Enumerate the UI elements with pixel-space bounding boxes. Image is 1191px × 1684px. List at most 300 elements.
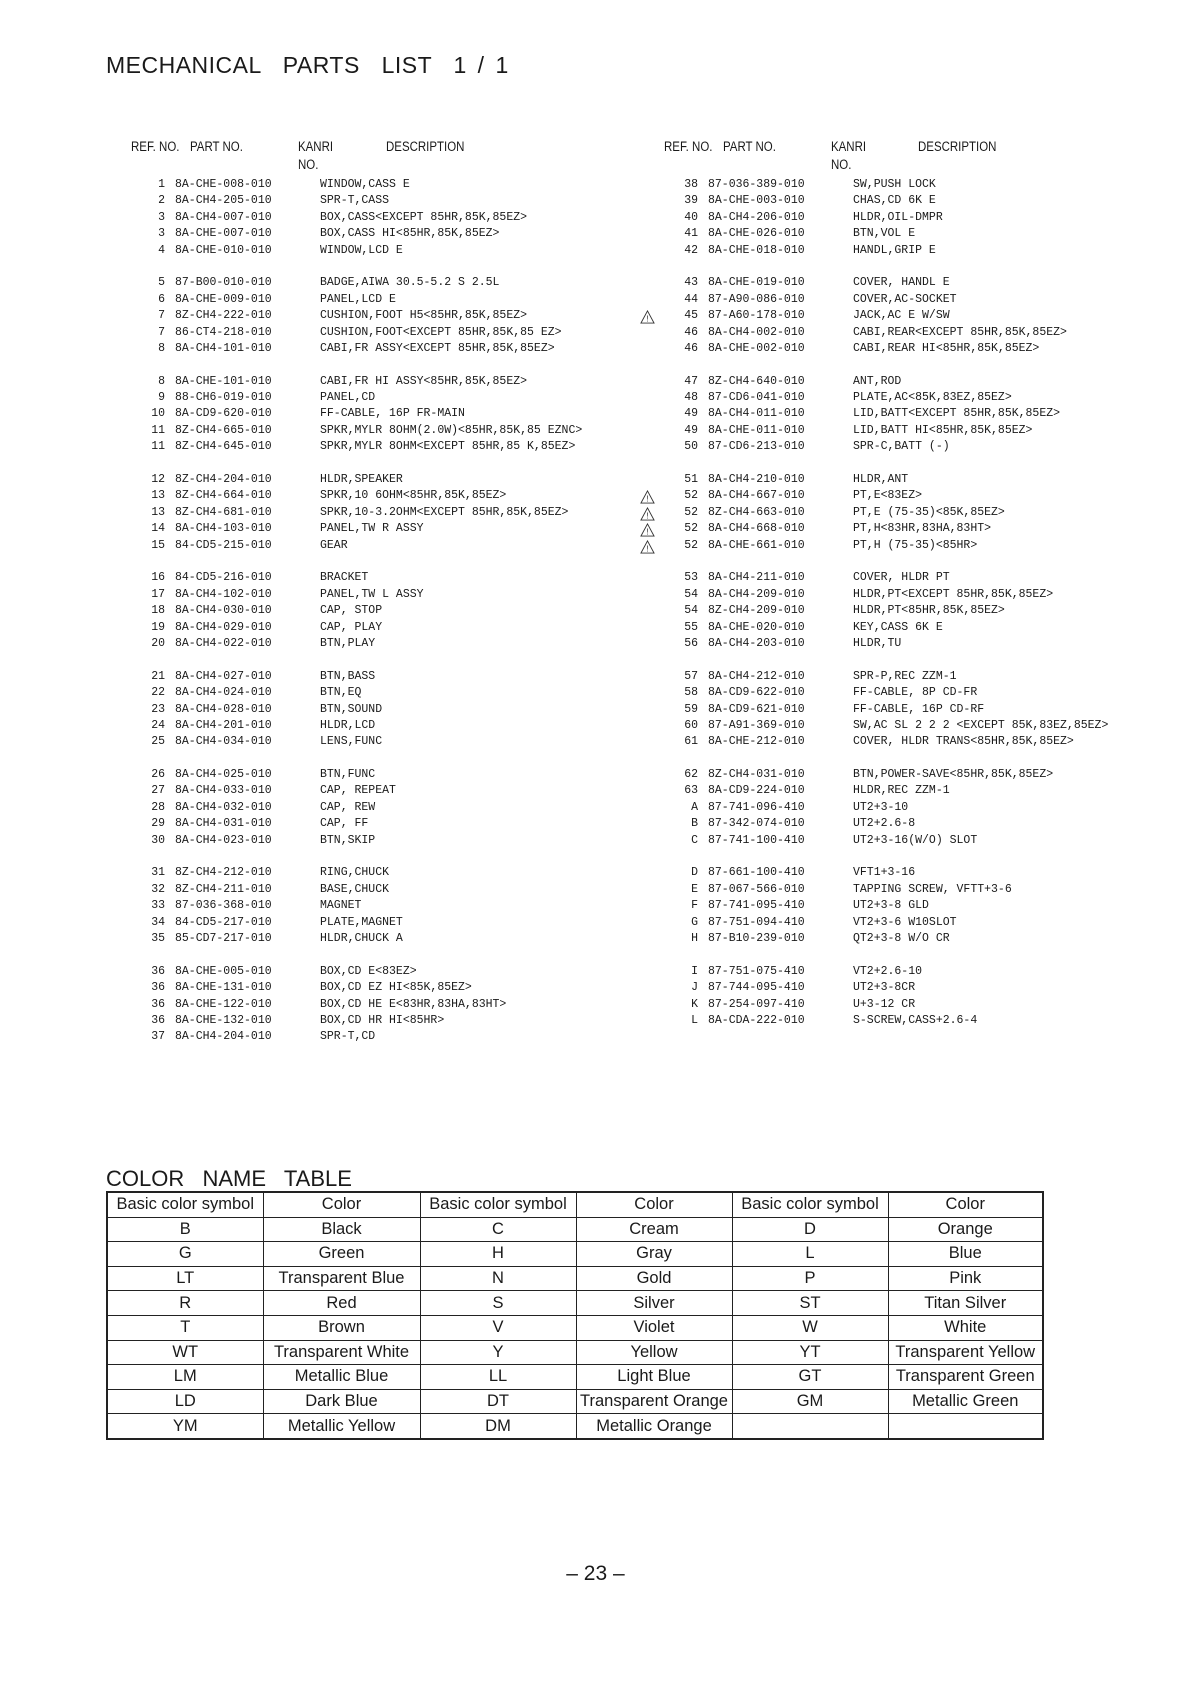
part-no: 8A-CH4-002-010	[708, 325, 805, 339]
page-number: – 23 –	[566, 1562, 625, 1585]
table-row	[132, 916, 602, 932]
ref-no: 17	[151, 587, 165, 601]
part-no: 87-661-100-410	[708, 866, 805, 880]
color-symbol: W	[732, 1315, 888, 1340]
table-row	[665, 244, 1145, 260]
ref-no: 19	[151, 620, 165, 634]
description: COVER, HLDR TRANS<85HR,85K,85EZ>	[853, 735, 1074, 749]
description: CABI,REAR HI<85HR,85K,85EZ>	[853, 341, 1040, 355]
ref-no: 52	[684, 522, 698, 536]
table-row	[107, 1340, 1043, 1365]
part-no: 8A-CH4-209-010	[708, 587, 805, 601]
description: HLDR,PT<85HR,85K,85EZ>	[853, 604, 1005, 618]
table-row	[132, 621, 602, 637]
description: HLDR,SPEAKER	[320, 473, 403, 487]
table-row	[665, 637, 1145, 653]
color-symbol: G	[107, 1242, 263, 1267]
description: BTN,SOUND	[320, 702, 383, 716]
part-no: 8A-CH4-668-010	[708, 522, 805, 536]
part-no: 8A-CHE-101-010	[175, 374, 272, 388]
table-row	[132, 998, 602, 1014]
warning-triangle-icon	[640, 310, 655, 324]
part-no: 8A-CHE-002-010	[708, 341, 805, 355]
warning-triangle-icon	[640, 523, 655, 537]
part-no: 8A-CDA-222-010	[708, 1013, 805, 1027]
part-no: 8A-CH4-022-010	[175, 636, 272, 650]
ref-no: L	[691, 1013, 698, 1027]
color-table-title: COLOR NAME TABLE	[106, 1166, 352, 1191]
description: CABI,FR ASSY<EXCEPT 85HR,85K,85EZ>	[320, 341, 555, 355]
ref-no: 38	[684, 178, 698, 191]
table-row	[665, 670, 1145, 686]
description: SPR-T,CASS	[320, 194, 390, 208]
description: UT2+3-8 GLD	[853, 899, 929, 913]
description: LID,BATT HI<85HR,85K,85EZ>	[853, 423, 1033, 437]
description: BOX,CD EZ HI<85K,85EZ>	[320, 981, 472, 995]
color-table-header: Basic color symbol	[732, 1192, 888, 1217]
description: LID,BATT<EXCEPT 85HR,85K,85EZ>	[853, 407, 1061, 421]
table-row	[665, 883, 1145, 899]
part-no: 87-751-075-410	[708, 964, 805, 978]
table-row	[132, 866, 602, 882]
table-row	[132, 784, 602, 800]
color-name: Light Blue	[576, 1365, 732, 1390]
page-title: MECHANICAL PARTS LIST 1 / 1	[106, 52, 509, 78]
description: SPKR,MYLR 8OHM<EXCEPT 85HR,85 K,85EZ>	[320, 440, 576, 454]
description: COVER, HLDR PT	[853, 571, 950, 585]
color-table-header: Color	[888, 1192, 1043, 1217]
table-row	[665, 899, 1145, 915]
table-row	[665, 719, 1145, 735]
table-row	[646, 538, 1145, 555]
table-row	[132, 834, 602, 850]
table-row	[132, 244, 602, 260]
part-no: 8A-CH4-103-010	[175, 522, 272, 536]
description: HLDR,ANT	[853, 473, 909, 487]
ref-no: 21	[151, 669, 165, 683]
table-row	[665, 178, 1145, 194]
table-row	[665, 932, 1145, 948]
description: PLATE,AC<85K,83EZ,85EZ>	[853, 391, 1012, 405]
part-no: 8A-CH4-034-010	[175, 735, 272, 749]
ref-no: 23	[151, 702, 165, 716]
ref-no: 60	[684, 718, 698, 732]
header-desc-right: DESCRIPTION	[918, 139, 997, 154]
description: HLDR,LCD	[320, 718, 376, 732]
table-row	[132, 981, 602, 997]
part-no: 85-CD7-217-010	[175, 931, 272, 945]
description: PT,E (75-35)<85K,85EZ>	[853, 505, 1005, 519]
table-row	[665, 342, 1145, 358]
ref-no: 28	[151, 800, 165, 814]
color-name: Metallic Yellow	[263, 1414, 420, 1439]
ref-no: 54	[684, 604, 698, 618]
color-name-table	[106, 1191, 1044, 1440]
table-row	[665, 571, 1145, 587]
kanri-label: KANRI	[831, 139, 867, 154]
part-no: 84-CD5-217-010	[175, 915, 272, 929]
part-no: 87-751-094-410	[708, 915, 805, 929]
table-row	[665, 211, 1145, 227]
description: U+3-12 CR	[853, 997, 916, 1011]
description: HLDR,REC ZZM-1	[853, 784, 950, 798]
ref-no: 29	[151, 817, 165, 831]
table-row	[132, 440, 602, 456]
ref-no: 6	[158, 292, 165, 306]
table-row	[665, 998, 1145, 1014]
description: HANDL,GRIP E	[853, 243, 936, 257]
color-symbol: L	[732, 1242, 888, 1267]
part-no: 8Z-CH4-663-010	[708, 505, 805, 519]
part-no: 8Z-CH4-031-010	[708, 768, 805, 782]
part-no: 8A-CHE-122-010	[175, 997, 272, 1011]
part-no: 8A-CH4-205-010	[175, 194, 272, 208]
ref-no: 10	[151, 407, 165, 421]
description: SPR-C,BATT (-)	[853, 440, 950, 454]
part-no: 87-A91-369-010	[708, 718, 805, 732]
description: ANT,ROD	[853, 374, 902, 388]
description: VFT1+3-16	[853, 866, 916, 880]
ref-no: 11	[151, 423, 165, 437]
table-row	[132, 637, 602, 653]
ref-no: 8	[158, 341, 165, 355]
part-no: 87-B00-010-010	[175, 276, 272, 290]
ref-no: 3	[158, 210, 165, 224]
color-symbol: LT	[107, 1266, 263, 1291]
description: COVER, HANDL E	[853, 276, 950, 290]
ref-no: 12	[151, 473, 165, 487]
table-row	[107, 1315, 1043, 1340]
part-no: 8A-CHE-005-010	[175, 964, 272, 978]
table-row	[646, 489, 1145, 505]
part-no: 8A-CH4-204-010	[175, 1030, 272, 1044]
part-no: 8Z-CH4-645-010	[175, 440, 272, 454]
ref-no: E	[691, 882, 698, 896]
table-row	[665, 227, 1145, 243]
part-no: 8A-CH4-024-010	[175, 686, 272, 700]
table-row	[107, 1414, 1043, 1439]
color-table-header: Color	[576, 1192, 732, 1217]
part-no: 84-CD5-216-010	[175, 571, 272, 585]
ref-no: 45	[684, 309, 698, 323]
description: HLDR,OIL-DMPR	[853, 210, 943, 224]
ref-no: 47	[684, 374, 698, 388]
ref-no: 31	[151, 866, 165, 880]
description: KEY,CASS 6K E	[853, 620, 943, 634]
parts-list-right	[646, 178, 1145, 1030]
ref-no: K	[691, 997, 698, 1011]
description: SPKR,10 6OHM<85HR,85K,85EZ>	[320, 489, 507, 503]
part-no: 8A-CH4-011-010	[708, 407, 805, 421]
part-no: 8Z-CH4-212-010	[175, 866, 272, 880]
description: COVER,AC-SOCKET	[853, 292, 957, 306]
table-row	[665, 588, 1145, 604]
color-symbol: DM	[420, 1414, 576, 1439]
table-row	[132, 719, 602, 735]
color-name: Black	[263, 1217, 420, 1242]
table-row	[132, 211, 602, 227]
table-row	[132, 424, 602, 440]
ref-no: 41	[684, 227, 698, 241]
description: BOX,CD HR HI<85HR>	[320, 1013, 445, 1027]
part-no: 8A-CH4-032-010	[175, 800, 272, 814]
header-part-left: PART NO.	[190, 139, 243, 154]
svg-text:!: !	[646, 494, 649, 505]
color-table-header-row	[107, 1192, 1043, 1217]
description: PT,H<83HR,83HA,83HT>	[853, 522, 992, 536]
ref-no: 52	[684, 489, 698, 503]
ref-no: 42	[684, 243, 698, 257]
description: UT2+3-10	[853, 800, 909, 814]
part-no: 8A-CH4-027-010	[175, 669, 272, 683]
ref-no: 2	[158, 194, 165, 208]
header-part-right: PART NO.	[723, 139, 776, 154]
ref-no: 37	[151, 1030, 165, 1044]
part-no: 8A-CH4-101-010	[175, 341, 272, 355]
part-no: 8A-CD9-621-010	[708, 702, 805, 716]
ref-no: 48	[684, 391, 698, 405]
part-no: 8A-CH4-033-010	[175, 784, 272, 798]
description: BTN,SKIP	[320, 833, 376, 847]
description: HLDR,CHUCK A	[320, 931, 403, 945]
description: QT2+3-8 W/O CR	[853, 931, 950, 945]
warning-triangle-icon	[640, 540, 655, 554]
table-row	[132, 194, 602, 210]
ref-no: I	[691, 964, 698, 978]
warning-triangle-icon	[640, 490, 655, 504]
table-row	[132, 817, 602, 833]
description: FF-CABLE, 8P CD-FR	[853, 686, 978, 700]
description: BTN,BASS	[320, 669, 376, 683]
color-name: Cream	[576, 1217, 732, 1242]
group-spacer	[132, 752, 602, 768]
color-symbol: H	[420, 1242, 576, 1267]
description: PANEL,CD	[320, 391, 376, 405]
color-name	[888, 1414, 1043, 1439]
group-spacer	[132, 457, 602, 473]
table-row	[665, 817, 1145, 833]
color-symbol: V	[420, 1315, 576, 1340]
ref-no: 33	[151, 899, 165, 913]
ref-no: 15	[151, 538, 165, 552]
ref-no: 36	[151, 997, 165, 1011]
ref-no: 30	[151, 833, 165, 847]
description: CUSHION,FOOT H5<85HR,85K,85EZ>	[320, 309, 528, 323]
description: CAP, REPEAT	[320, 784, 396, 798]
description: SPKR,10-3.2OHM<EXCEPT 85HR,85K,85EZ>	[320, 505, 569, 519]
table-row	[107, 1365, 1043, 1390]
color-name: Metallic Green	[888, 1389, 1043, 1414]
color-name: Transparent Blue	[263, 1266, 420, 1291]
part-no: 8A-CH4-210-010	[708, 473, 805, 487]
part-no: 8Z-CH4-664-010	[175, 489, 272, 503]
table-row	[665, 686, 1145, 702]
ref-no: 50	[684, 440, 698, 454]
table-row	[665, 326, 1145, 342]
part-no: 8A-CHE-132-010	[175, 1013, 272, 1027]
table-row	[665, 866, 1145, 882]
group-spacer	[665, 948, 1145, 964]
part-no: 8A-CH4-203-010	[708, 636, 805, 650]
ref-no: 39	[684, 194, 698, 208]
ref-no: 58	[684, 686, 698, 700]
description: LENS,FUNC	[320, 735, 383, 749]
svg-text:!: !	[646, 526, 649, 537]
ref-no: 26	[151, 768, 165, 782]
table-row	[132, 407, 602, 423]
header-ref-right: REF. NO.	[664, 139, 713, 154]
table-row	[132, 506, 602, 522]
part-no: 8A-CD9-620-010	[175, 407, 272, 421]
color-name: Dark Blue	[263, 1389, 420, 1414]
description: CAP, STOP	[320, 604, 383, 618]
part-no: 8A-CH4-025-010	[175, 768, 272, 782]
part-no: 8A-CH4-031-010	[175, 817, 272, 831]
description: S-SCREW,CASS+2.6-4	[853, 1013, 978, 1027]
ref-no: 1	[158, 178, 165, 191]
table-row	[132, 965, 602, 981]
part-no: 87-A60-178-010	[708, 309, 805, 323]
table-row	[107, 1242, 1043, 1267]
color-symbol: T	[107, 1315, 263, 1340]
description: GEAR	[320, 538, 348, 552]
description: FF-CABLE, 16P FR-MAIN	[320, 407, 465, 421]
description: BTN,FUNC	[320, 768, 376, 782]
group-spacer	[665, 850, 1145, 866]
ref-no: 54	[684, 587, 698, 601]
kanri-label: KANRI	[298, 139, 334, 154]
description: MAGNET	[320, 899, 362, 913]
color-name: Metallic Blue	[263, 1365, 420, 1390]
description: BOX,CASS HI<85HR,85K,85EZ>	[320, 227, 500, 241]
color-name: Transparent White	[263, 1340, 420, 1365]
table-row	[665, 916, 1145, 932]
color-symbol: WT	[107, 1340, 263, 1365]
description: CABI,FR HI ASSY<85HR,85K,85EZ>	[320, 374, 528, 388]
table-row	[665, 293, 1145, 309]
table-row	[132, 1030, 602, 1046]
ref-no: 16	[151, 571, 165, 585]
table-row	[665, 735, 1145, 751]
color-name: Pink	[888, 1266, 1043, 1291]
color-symbol: ST	[732, 1291, 888, 1316]
ref-no: 36	[151, 1013, 165, 1027]
description: UT2+3-16(W/O) SLOT	[853, 833, 978, 847]
color-symbol: LD	[107, 1389, 263, 1414]
ref-no: 8	[158, 374, 165, 388]
ref-no: A	[691, 800, 698, 814]
part-no: 87-744-095-410	[708, 981, 805, 995]
color-name: Violet	[576, 1315, 732, 1340]
table-row	[132, 178, 602, 194]
group-spacer	[132, 260, 602, 276]
description: BTN,POWER-SAVE<85HR,85K,85EZ>	[853, 768, 1054, 782]
table-row	[132, 932, 602, 948]
part-no: 8Z-CH4-640-010	[708, 374, 805, 388]
description: JACK,AC E W/SW	[853, 309, 950, 323]
color-symbol: LL	[420, 1365, 576, 1390]
table-row	[665, 424, 1145, 440]
group-spacer	[665, 457, 1145, 473]
part-no: 8A-CH4-211-010	[708, 571, 805, 585]
description: SW,AC SL 2 2 2 <EXCEPT 85K,83EZ,85EZ>	[853, 718, 1109, 732]
description: TAPPING SCREW, VFTT+3-6	[853, 882, 1012, 896]
part-no: 87-342-074-010	[708, 817, 805, 831]
table-row	[132, 293, 602, 309]
table-row	[132, 375, 602, 391]
table-row	[132, 473, 602, 489]
svg-text:!: !	[646, 313, 649, 324]
table-row	[665, 834, 1145, 850]
part-no: 87-254-097-410	[708, 997, 805, 1011]
description: SPR-P,REC ZZM-1	[853, 669, 957, 683]
description: UT2+2.6-8	[853, 817, 916, 831]
table-row	[132, 604, 602, 620]
part-no: 8A-CH4-667-010	[708, 489, 805, 503]
table-row	[646, 522, 1145, 538]
part-no: 8Z-CH4-665-010	[175, 423, 272, 437]
description: BASE,CHUCK	[320, 882, 390, 896]
table-row	[665, 965, 1145, 981]
table-row	[132, 276, 602, 292]
description: RING,CHUCK	[320, 866, 390, 880]
ref-no: C	[691, 833, 698, 847]
ref-no: 63	[684, 784, 698, 798]
part-no: 87-CD6-213-010	[708, 440, 805, 454]
description: CAP, PLAY	[320, 620, 383, 634]
part-no: 8Z-CH4-211-010	[175, 882, 272, 896]
part-no: 87-067-566-010	[708, 882, 805, 896]
part-no: 8A-CHE-008-010	[175, 178, 272, 191]
table-row	[665, 407, 1145, 423]
color-name: Red	[263, 1291, 420, 1316]
description: VT2+2.6-10	[853, 964, 923, 978]
table-row	[132, 588, 602, 604]
ref-no: 44	[684, 292, 698, 306]
color-symbol: DT	[420, 1389, 576, 1414]
description: CHAS,CD 6K E	[853, 194, 936, 208]
part-no: 87-A90-086-010	[708, 292, 805, 306]
table-row	[665, 375, 1145, 391]
table-row	[665, 276, 1145, 292]
ref-no: 53	[684, 571, 698, 585]
group-spacer	[665, 653, 1145, 669]
table-row	[132, 670, 602, 686]
table-row	[132, 571, 602, 587]
header-desc-left: DESCRIPTION	[386, 139, 465, 154]
ref-no: 4	[158, 243, 165, 257]
table-row	[665, 621, 1145, 637]
group-spacer	[665, 358, 1145, 374]
ref-no: 18	[151, 604, 165, 618]
color-symbol: S	[420, 1291, 576, 1316]
table-row	[132, 801, 602, 817]
part-no: 87-741-095-410	[708, 899, 805, 913]
description: HLDR,PT<EXCEPT 85HR,85K,85EZ>	[853, 587, 1054, 601]
color-symbol: B	[107, 1217, 263, 1242]
description: FF-CABLE, 16P CD-RF	[853, 702, 985, 716]
ref-no: F	[691, 899, 698, 913]
ref-no: 3	[158, 227, 165, 241]
description: WINDOW,CASS E	[320, 178, 410, 191]
part-no: 87-B10-239-010	[708, 931, 805, 945]
table-row	[132, 735, 602, 751]
color-symbol: P	[732, 1266, 888, 1291]
part-no: 8A-CH4-212-010	[708, 669, 805, 683]
table-row	[665, 440, 1145, 456]
ref-no: 52	[684, 505, 698, 519]
color-symbol: D	[732, 1217, 888, 1242]
